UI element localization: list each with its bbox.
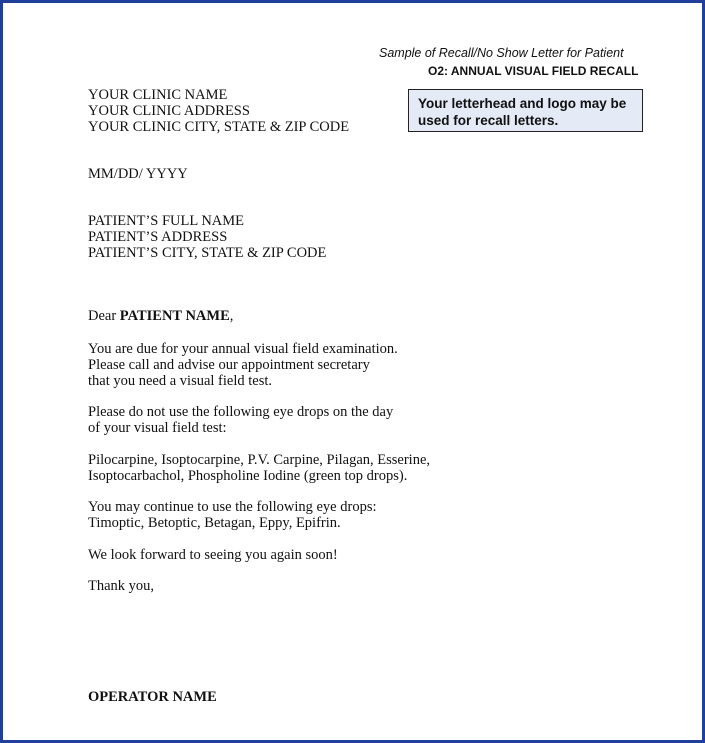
- patient-address: PATIENT’S ADDRESS: [88, 229, 228, 245]
- letter-date: MM/DD/ YYYY: [88, 166, 188, 182]
- paragraph-line: Pilocarpine, Isoptocarpine, P.V. Carpine, Pilagan, Esserine,: [88, 452, 431, 468]
- salutation-prefix: Dear: [88, 308, 120, 324]
- document-subtitle: Sample of Recall/No Show Letter for Patient: [379, 46, 624, 60]
- paragraph-line: You may continue to use the following eye drops:: [88, 499, 377, 515]
- closing: Thank you,: [88, 578, 155, 594]
- paragraph-line: that you need a visual field test.: [88, 373, 273, 389]
- patient-name: PATIENT’S FULL NAME: [88, 213, 245, 229]
- paragraph-line: Timoptic, Betoptic, Betagan, Eppy, Epifrin.: [88, 515, 341, 531]
- paragraph-4: [88, 499, 377, 531]
- clinic-name: YOUR CLINIC NAME: [88, 87, 228, 103]
- patient-city: PATIENT’S CITY, STATE & ZIP CODE: [88, 245, 327, 261]
- paragraph-line: You are due for your annual visual field examination.: [88, 341, 398, 357]
- letterhead-note-box: [408, 89, 643, 132]
- salutation: [88, 308, 233, 324]
- note-line-2: used for recall letters.: [418, 113, 559, 128]
- paragraph-line: of your visual field test:: [88, 420, 227, 436]
- note-line-1: Your letterhead and logo may be: [418, 96, 627, 111]
- paragraph-line: Isoptocarbachol, Phospholine Iodine (green top drops).: [88, 468, 408, 484]
- paragraph-line: Please call and advise our appointment secretary: [88, 357, 370, 373]
- paragraph-2: [88, 404, 393, 436]
- paragraph-5: We look forward to seeing you again soon!: [88, 547, 338, 563]
- paragraph-1: [88, 341, 398, 389]
- clinic-block: [88, 87, 349, 135]
- document-title: O2: ANNUAL VISUAL FIELD RECALL: [428, 64, 639, 78]
- patient-block: [88, 213, 326, 261]
- paragraph-line: Please do not use the following eye drops on the day: [88, 404, 394, 420]
- operator-signature: OPERATOR NAME: [88, 689, 217, 705]
- salutation-suffix: ,: [229, 308, 234, 324]
- paragraph-3: [88, 452, 430, 484]
- clinic-city: YOUR CLINIC CITY, STATE & ZIP CODE: [88, 119, 350, 135]
- clinic-address: YOUR CLINIC ADDRESS: [88, 103, 250, 119]
- salutation-name: PATIENT NAME: [119, 308, 230, 324]
